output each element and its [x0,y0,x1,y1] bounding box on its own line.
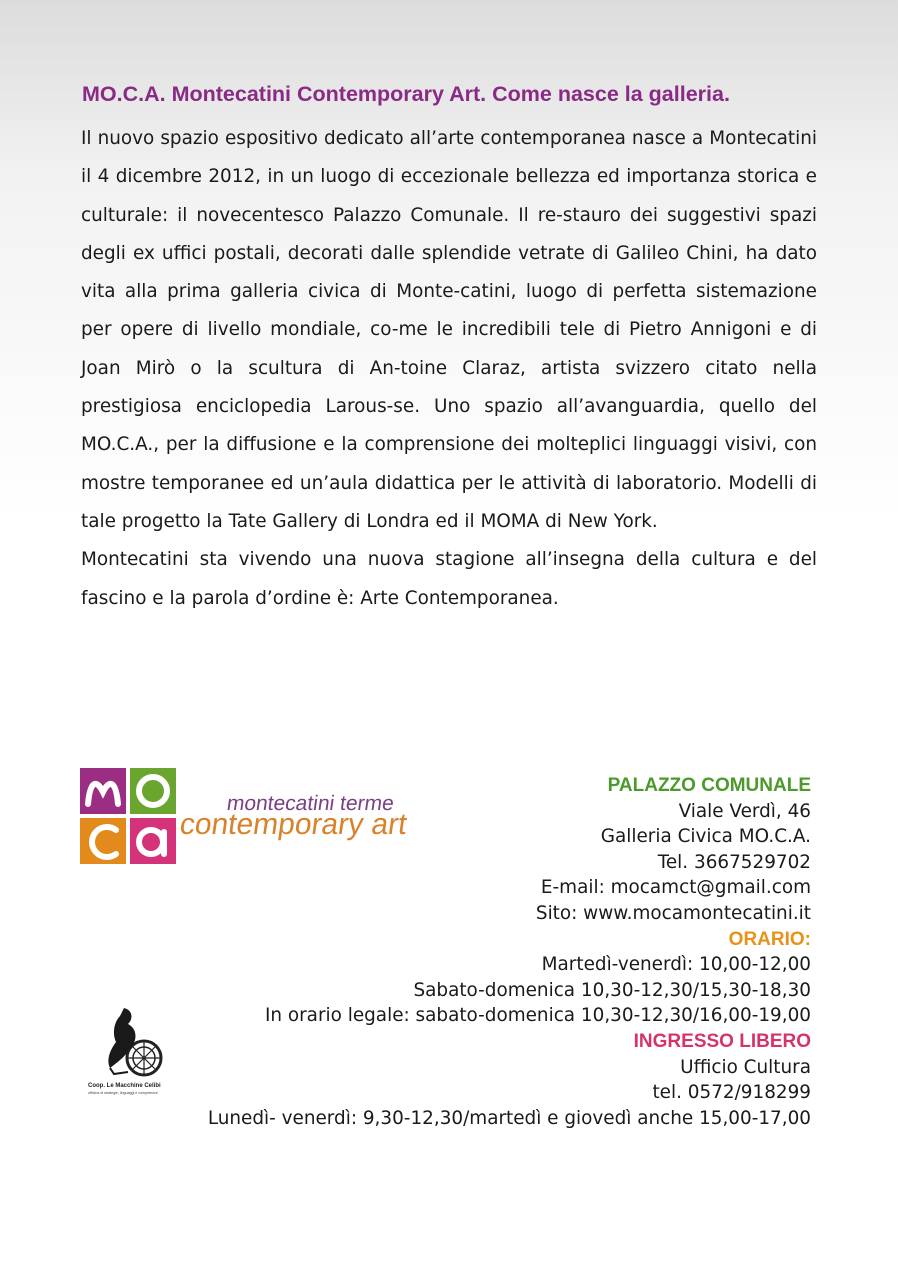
info-block [111,773,811,1131]
address: Viale Verdì, 46 [678,800,811,822]
article-body [81,120,817,618]
office-name: Ufficio Cultura [680,1056,811,1078]
website: Sito: www.mocamontecatini.it [535,902,811,924]
logo-text-line2: contemporary art [177,808,409,841]
hours-weekend: Sabato-domenica 10,30-12,30/15,30-18,30 [413,979,811,1001]
coop-logo [88,1002,184,1098]
ingresso-heading: INGRESSO LIBERO [633,1030,811,1052]
coop-tagline: officina di strategie, linguaggi e competenze [88,1091,158,1095]
page-title: MO.C.A. Montecatini Contemporary Art. Come nasce la galleria. [82,82,730,106]
palazzo-heading: PALAZZO COMUNALE [607,775,811,796]
coop-name: Coop. Le Macchine Celibi [88,1083,161,1089]
logo-text-line1: montecatini terme [225,792,396,815]
coop-figure [108,1008,135,1068]
gallery-name: Galleria Civica MO.C.A. [600,826,811,848]
office-hours: Lunedì- venerdì: 9,30-12,30/martedì e giovedì anche 15,00-17,00 [207,1107,811,1129]
paragraph-closing: Montecatini sta vivendo una nuova stagione all’insegna della cultura e del fascino e la parola d’ordine è: Arte Contemporanea. [81,549,817,609]
phone: Tel. 3667529702 [657,851,811,873]
hours-legal: In orario legale: sabato-domenica 10,30-12,30/16,00-19,00 [264,1005,811,1027]
orario-heading: ORARIO: [728,928,811,950]
hours-weekday: Martedì-venerdì: 10,00-12,00 [541,954,811,976]
email: E-mail: mocamct@gmail.com [540,877,811,899]
paragraph-intro: Il nuovo spazio espositivo dedicato all’arte contemporanea nasce a Montecatini il 4 dicembre 2012, in un luogo di eccezionale bellezza ed importanza storica e culturale: il novecentesco Palazzo Comunale. Il re-stauro dei suggestivi spazi degli ex uffici postali, decorati dalle splendide vetrate di Galileo Chini, ha dato vita alla prima galleria civica di Monte-catini, luogo di perfetta sistemazione per opere di livello mondiale, co-me le incredibili tele di Pietro Annigoni e di Joan Mirò o la scultura di An-toine Claraz, artista svizzero citato nella prestigiosa enciclopedia Larous-se. Uno spazio all’avanguardia, quello del MO.C.A., per la diffusione e la comprensione dei molteplici linguaggi visivi, con mostre temporanee ed un’aula didattica per le attività di laboratorio. Modelli di tale progetto la Tate Gallery di Londra ed il MOMA di New York. [81,128,817,532]
office-phone: tel. 0572/918299 [652,1082,811,1104]
